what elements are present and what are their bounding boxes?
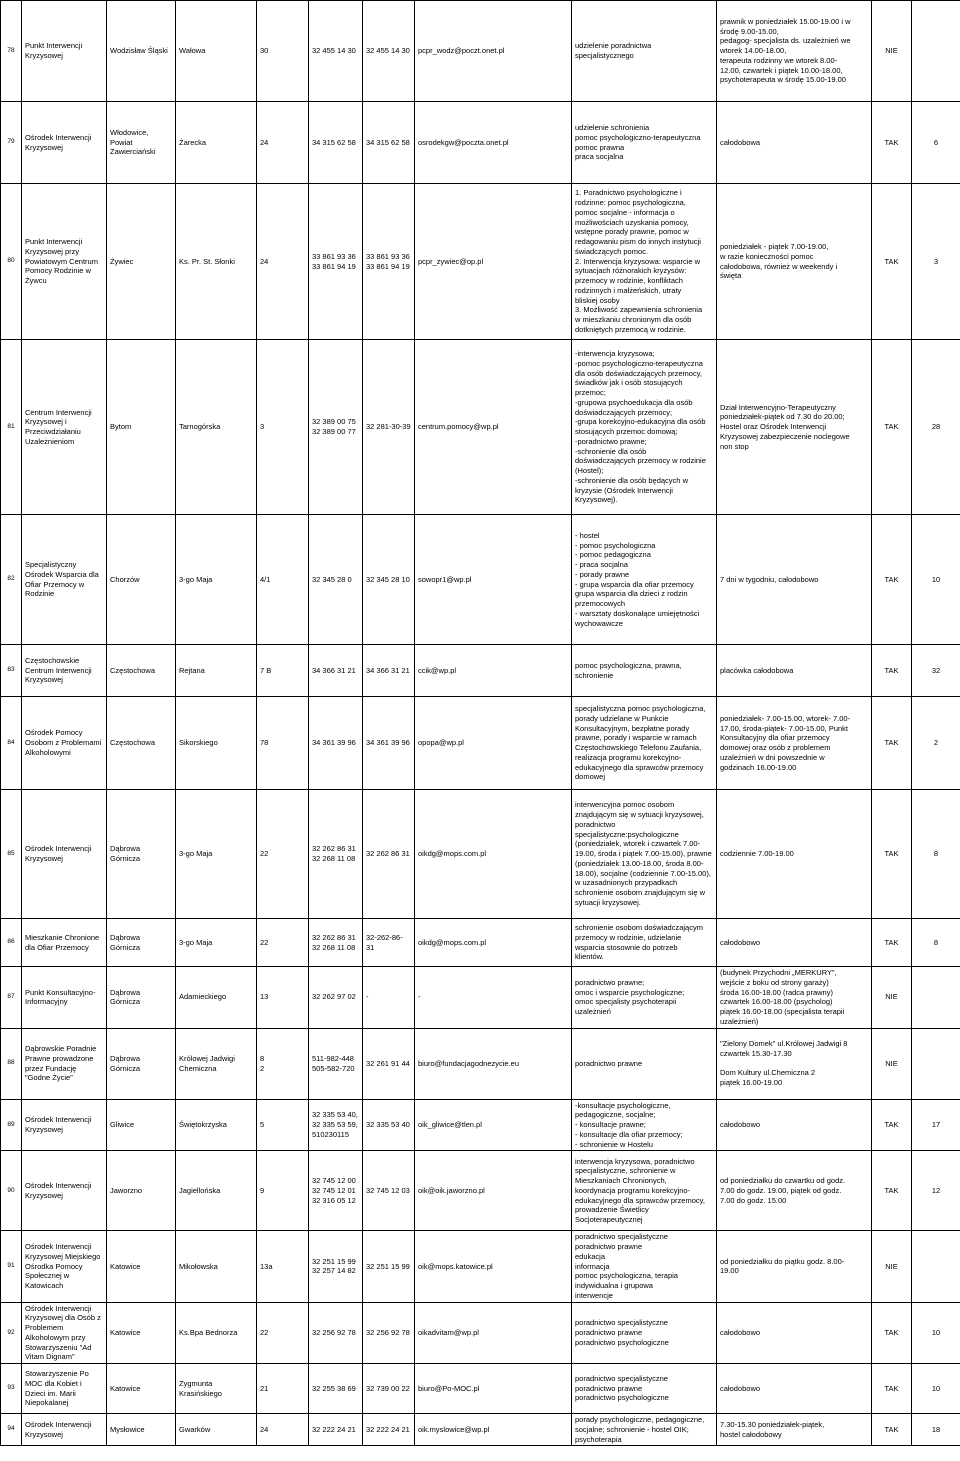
services: - hostel - pomoc psychologiczna - pomoc pedagogiczna - praca socjalna - porady prawne - grupa wsparcia dla ofiar przemocy grupa wsparcia dla dzieci z rodzin przemocowych - warsztaty doskonałące umiejętności wychowawcze bbox=[572, 515, 717, 645]
street-number: 22 bbox=[257, 790, 309, 919]
city: Częstochowa bbox=[107, 697, 176, 790]
facility-name: Punkt Konsultacyjno- Informacyjny bbox=[22, 967, 107, 1029]
street-number: 13a bbox=[257, 1231, 309, 1302]
opening-hours: całodobowo bbox=[717, 1099, 872, 1151]
opening-hours: "Zielony Domek" ul.Królowej Jadwigi 8 czwartek 15.30-17.30 Dom Kultury ul.Chemiczna 2 piątek 16.00-19.00 bbox=[717, 1028, 872, 1099]
fax: 32 262 86 31 bbox=[363, 790, 415, 919]
fax: 34 366 31 21 bbox=[363, 645, 415, 697]
table-row bbox=[1, 1231, 960, 1302]
facility-name: Ośrodek Interwencji Kryzysowej bbox=[22, 1151, 107, 1231]
services: -interwencja kryzysowa; -pomoc psychologiczno-terapeutyczna dla osób doświadczających przemocy, świadków jak i osób stosujących przemoc; -grupowa psychoedukacja dla osób doświadczających przemocy; -grupa korekcyjno-edukacyjna dla osób stosujących przemoc domową; -poradnictwo prawne; -schronienie dla osób doświadczających przemocy w rodzinie (Hostel); -schronienie dla osób będących w kryzysie (Ośrodek Interwencji Kryzysowej). bbox=[572, 340, 717, 515]
street: Świętokrzyska bbox=[176, 1099, 257, 1151]
places-count: 18 bbox=[912, 1414, 960, 1446]
accommodation-flag: TAK bbox=[872, 1364, 912, 1414]
city: Chorzów bbox=[107, 515, 176, 645]
services: poradnictwo specjalistyczne poradnictwo prawne poradnictwo psychologiczne bbox=[572, 1364, 717, 1414]
accommodation-flag: TAK bbox=[872, 340, 912, 515]
email: biuro@fundacjagodnezycie.eu bbox=[415, 1028, 572, 1099]
phone: 32 345 28 0 bbox=[309, 515, 363, 645]
row-number: 85 bbox=[1, 790, 22, 919]
accommodation-flag: NIE bbox=[872, 1028, 912, 1099]
places-count: 32 bbox=[912, 645, 960, 697]
table-row bbox=[1, 645, 960, 697]
city: Dąbrowa Górnicza bbox=[107, 1028, 176, 1099]
email: centrum.pomocy@wp.pl bbox=[415, 340, 572, 515]
street-number: 24 bbox=[257, 102, 309, 184]
facility-name: Punkt Interwencji Kryzysowej bbox=[22, 1, 107, 102]
table-row bbox=[1, 1099, 960, 1151]
email: ccik@wp.pl bbox=[415, 645, 572, 697]
fax: 34 315 62 58 bbox=[363, 102, 415, 184]
street-number: 8 2 bbox=[257, 1028, 309, 1099]
accommodation-flag: TAK bbox=[872, 645, 912, 697]
places-count: 3 bbox=[912, 184, 960, 340]
street: Królowej Jadwigi Chemiczna bbox=[176, 1028, 257, 1099]
opening-hours: prawnik w poniedziałek 15.00-19.00 i w środę 9.00-15.00, pedagog- specjalista ds. uzależnień we wtorek 14.00-18.00, terapeuta rodzinny we wtorek 8.00- 12.00, czwartek i piątek 10.00-18.00, psychoterapeuta w środę 15.00-19.00 bbox=[717, 1, 872, 102]
places-count: 10 bbox=[912, 1302, 960, 1364]
places-count bbox=[912, 1231, 960, 1302]
opening-hours: 7.30-15.30 poniedziałek-piątek, hostel całodobowy bbox=[717, 1414, 872, 1446]
fax: 32 335 53 40 bbox=[363, 1099, 415, 1151]
street: 3-go Maja bbox=[176, 790, 257, 919]
services: porady psychologiczne, pedagogiczne, socjalne; schronienie - hostel OIK; psychoterapia bbox=[572, 1414, 717, 1446]
email: oik_gliwice@tlen.pl bbox=[415, 1099, 572, 1151]
facility-name: Stowarzyszenie Po MOC dla Kobiet i Dzieci im. Marii Niepokalanej bbox=[22, 1364, 107, 1414]
fax: 32 251 15 99 bbox=[363, 1231, 415, 1302]
street-number: 24 bbox=[257, 1414, 309, 1446]
opening-hours: codziennie 7.00-19.00 bbox=[717, 790, 872, 919]
phone: 32 745 12 00 32 745 12 01 32 316 05 12 bbox=[309, 1151, 363, 1231]
services: poradnictwo prawne bbox=[572, 1028, 717, 1099]
facility-name: Ośrodek Interwencji Kryzysowej bbox=[22, 102, 107, 184]
email: - bbox=[415, 967, 572, 1029]
street-number: 5 bbox=[257, 1099, 309, 1151]
row-number: 78 bbox=[1, 1, 22, 102]
services: poradnictwo specjalistyczne poradnictwo prawne poradnictwo psychologiczne bbox=[572, 1302, 717, 1364]
row-number: 86 bbox=[1, 919, 22, 967]
street-number: 4/1 bbox=[257, 515, 309, 645]
phone: 32 389 00 75 32 389 00 77 bbox=[309, 340, 363, 515]
accommodation-flag: TAK bbox=[872, 1151, 912, 1231]
city: Włodowice, Powiat Zawierciański bbox=[107, 102, 176, 184]
street-number: 13 bbox=[257, 967, 309, 1029]
fax: 34 361 39 96 bbox=[363, 697, 415, 790]
fax: 32 455 14 30 bbox=[363, 1, 415, 102]
facility-name: Ośrodek Interwencji Kryzysowej bbox=[22, 1414, 107, 1446]
table-body bbox=[1, 1, 960, 1446]
street: Ks. Pr. St. Słonki bbox=[176, 184, 257, 340]
opening-hours: od poniedziałku do piątku godz. 8.00- 19.00 bbox=[717, 1231, 872, 1302]
street: Jagiellońska bbox=[176, 1151, 257, 1231]
email: oikadvitam@wp.pl bbox=[415, 1302, 572, 1364]
fax: 32 745 12 03 bbox=[363, 1151, 415, 1231]
accommodation-flag: TAK bbox=[872, 790, 912, 919]
opening-hours: placówka całodobowa bbox=[717, 645, 872, 697]
accommodation-flag: TAK bbox=[872, 919, 912, 967]
street: Gwarków bbox=[176, 1414, 257, 1446]
facility-name: Częstochowskie Centrum Interwencji Kryzysowej bbox=[22, 645, 107, 697]
services: specjalistyczna pomoc psychologiczna, porady udzielane w Punkcie Konsultacyjnym, bezpłatne porady prawne, porady i wsparcie w ramach Częstochowskiego Telefonu Zaufania, realizacja programu korekcyjno- edukacyjnego dla sprawców przemocy domowej bbox=[572, 697, 717, 790]
fax: 32-262-86-31 bbox=[363, 919, 415, 967]
table-row bbox=[1, 515, 960, 645]
street: Zygmunta Krasińskiego bbox=[176, 1364, 257, 1414]
street-number: 21 bbox=[257, 1364, 309, 1414]
row-number: 83 bbox=[1, 645, 22, 697]
facility-name: Punkt Interwencji Kryzysowej przy Powiatowym Centrum Pomocy Rodzinie w Żywcu bbox=[22, 184, 107, 340]
facility-name: Ośrodek Pomocy Osobom z Problemami Alkoholowymi bbox=[22, 697, 107, 790]
table-row bbox=[1, 697, 960, 790]
services: interwencja kryzysowa, poradnictwo specjalistyczne, schronienie w Mieszkaniach Chronionych, koordynacja programu korekcyjno- edukacyjnego dla sprawców przemocy, prowadzenie Świetlicy Socjoterapeutycznej bbox=[572, 1151, 717, 1231]
email: biuro@Po-MOC.pl bbox=[415, 1364, 572, 1414]
email: oik@mops.katowice.pl bbox=[415, 1231, 572, 1302]
phone: 32 251 15 99 32 257 14 82 bbox=[309, 1231, 363, 1302]
street-number: 22 bbox=[257, 1302, 309, 1364]
city: Gliwice bbox=[107, 1099, 176, 1151]
city: Dąbrowa Górnicza bbox=[107, 967, 176, 1029]
accommodation-flag: NIE bbox=[872, 1, 912, 102]
fax: 32 345 28 10 bbox=[363, 515, 415, 645]
services: poradnictwo specjalistyczne poradnictwo prawne edukacja informacja pomoc psychologiczna, terapia indywidualna i grupowa interwencje bbox=[572, 1231, 717, 1302]
street: Adamieckiego bbox=[176, 967, 257, 1029]
street-number: 7 B bbox=[257, 645, 309, 697]
row-number: 90 bbox=[1, 1151, 22, 1231]
phone: 32 222 24 21 bbox=[309, 1414, 363, 1446]
fax: 32 261 91 44 bbox=[363, 1028, 415, 1099]
table-row bbox=[1, 1414, 960, 1446]
table-row bbox=[1, 1302, 960, 1364]
city: Mysłowice bbox=[107, 1414, 176, 1446]
phone: 34 361 39 96 bbox=[309, 697, 363, 790]
accommodation-flag: TAK bbox=[872, 515, 912, 645]
city: Dąbrowa Górnicza bbox=[107, 919, 176, 967]
services: udzielenie schronienia pomoc psychologiczno-terapeutyczna pomoc prawna praca socjalna bbox=[572, 102, 717, 184]
street-number: 22 bbox=[257, 919, 309, 967]
phone: 32 335 53 40, 32 335 53 59, 510230115 bbox=[309, 1099, 363, 1151]
city: Jaworzno bbox=[107, 1151, 176, 1231]
fax: 33 861 93 36 33 861 94 19 bbox=[363, 184, 415, 340]
row-number: 92 bbox=[1, 1302, 22, 1364]
phone: 32 262 86 31 32 268 11 08 bbox=[309, 790, 363, 919]
street-number: 9 bbox=[257, 1151, 309, 1231]
places-count: 10 bbox=[912, 515, 960, 645]
street: Żarecka bbox=[176, 102, 257, 184]
row-number: 93 bbox=[1, 1364, 22, 1414]
places-count: 2 bbox=[912, 697, 960, 790]
services: pomoc psychologiczna, prawna, schronienie bbox=[572, 645, 717, 697]
street-number: 78 bbox=[257, 697, 309, 790]
phone: 32 262 86 31 32 268 11 08 bbox=[309, 919, 363, 967]
accommodation-flag: TAK bbox=[872, 1302, 912, 1364]
opening-hours: Dział Interwencyjno-Terapeutyczny poniedziałek-piątek od 7.30 do 20.00; Hostel oraz Ośrodek Interwencji Kryzysowej zabezpieczenie noclegowe non stop bbox=[717, 340, 872, 515]
accommodation-flag: TAK bbox=[872, 697, 912, 790]
city: Katowice bbox=[107, 1231, 176, 1302]
accommodation-flag: TAK bbox=[872, 184, 912, 340]
email: opopa@wp.pl bbox=[415, 697, 572, 790]
email: oik.myslowice@wp.pl bbox=[415, 1414, 572, 1446]
street-number: 30 bbox=[257, 1, 309, 102]
email: oik@oik.jaworzno.pl bbox=[415, 1151, 572, 1231]
accommodation-flag: TAK bbox=[872, 102, 912, 184]
accommodation-flag: NIE bbox=[872, 967, 912, 1029]
city: Katowice bbox=[107, 1302, 176, 1364]
places-count: 10 bbox=[912, 1364, 960, 1414]
opening-hours: poniedziałek- 7.00-15.00, wtorek- 7.00- 17.00, środa-piątek- 7.00-15.00, Punkt Konsultacyjny dla ofiar przemocy domowej oraz osób z problemem uzależnień w dni powszednie w godzinach 16.00-19.00 bbox=[717, 697, 872, 790]
places-count bbox=[912, 1028, 960, 1099]
table-row bbox=[1, 1364, 960, 1414]
table-row bbox=[1, 1028, 960, 1099]
row-number: 94 bbox=[1, 1414, 22, 1446]
table-row bbox=[1, 184, 960, 340]
table-row bbox=[1, 340, 960, 515]
facility-name: Ośrodek Interwencji Kryzysowej bbox=[22, 1099, 107, 1151]
row-number: 81 bbox=[1, 340, 22, 515]
fax: 32 222 24 21 bbox=[363, 1414, 415, 1446]
fax: - bbox=[363, 967, 415, 1029]
opening-hours: od poniedziałku do czwartku od godz. 7.00 do godz. 19.00, piątek od godz. 7.00 do godz. 15.00 bbox=[717, 1151, 872, 1231]
city: Bytom bbox=[107, 340, 176, 515]
fax: 32 281-30-39 bbox=[363, 340, 415, 515]
row-number: 82 bbox=[1, 515, 22, 645]
table-row bbox=[1, 1, 960, 102]
facility-name: Centrum Interwencji Kryzysowej i Przeciwdziałaniu Uzależnieniom bbox=[22, 340, 107, 515]
email: osrodekgw@poczta.onet.pl bbox=[415, 102, 572, 184]
phone: 32 455 14 30 bbox=[309, 1, 363, 102]
fax: 32 739 00 22 bbox=[363, 1364, 415, 1414]
opening-hours: (budynek Przychodni „MERKURY”, wejście z boku od strony garaży) środa 16.00-18.00 (radca prawny) czwartek 16.00-18.00 (psycholog) piątek 16.00-18.00 (specjalista terapii uzależnień) bbox=[717, 967, 872, 1029]
places-count: 28 bbox=[912, 340, 960, 515]
city: Dąbrowa Górnicza bbox=[107, 790, 176, 919]
places-count: 8 bbox=[912, 790, 960, 919]
services: 1. Poradnictwo psychologiczne i rodzinne: pomoc psychologiczna, pomoc socjalne - informacja o możliwościach uzyskania pomocy, wstępne porady prawne, pomoc w redagowaniu pism do innych instytucji świadczących pomoc. 2. Interwencja kryzysowa: wsparcie w sytuacjach różnorakich kryzysów: przemocy w rodzinie, konfliktach rodzinnych i małżeńskich, utraty bliskiej osoby 3. Możliwość zapewnienia schronienia w mieszkaniu chronionym dla osób dotkniętych przemocą w rodzinie. bbox=[572, 184, 717, 340]
street: Ks.Bpa Bednorza bbox=[176, 1302, 257, 1364]
opening-hours: całodobowo bbox=[717, 1364, 872, 1414]
places-count bbox=[912, 1, 960, 102]
city: Wodzisław Śląski bbox=[107, 1, 176, 102]
services: interwencyjna pomoc osobom znajdującym się w sytuacji kryzysowej, poradnictwo specjalistyczne:psychologiczne (poniedziałek, wtorek i czwartek 7.00- 19.00, środa i piątek 7.00-15.00), prawne (poniedziałek 13.00-18.00, środa 8.00- 18.00), socjalne (codziennie 7.00-15.00), w uzasadnionych przypadkach schronienie osobom znajdującym się w sytuacji kryzysowej. bbox=[572, 790, 717, 919]
email: oikdg@mops.com.pl bbox=[415, 919, 572, 967]
opening-hours: całodobowo bbox=[717, 1302, 872, 1364]
facility-name: Ośrodek Interwencji Kryzysowej bbox=[22, 790, 107, 919]
accommodation-flag: TAK bbox=[872, 1414, 912, 1446]
city: Częstochowa bbox=[107, 645, 176, 697]
phone: 32 255 38 69 bbox=[309, 1364, 363, 1414]
services: udzielenie poradnictwa specjalistycznego bbox=[572, 1, 717, 102]
row-number: 89 bbox=[1, 1099, 22, 1151]
city: Katowice bbox=[107, 1364, 176, 1414]
accommodation-flag: NIE bbox=[872, 1231, 912, 1302]
table-row bbox=[1, 919, 960, 967]
row-number: 87 bbox=[1, 967, 22, 1029]
opening-hours: całodobowa bbox=[717, 102, 872, 184]
email: pcpr_zywiec@op.pl bbox=[415, 184, 572, 340]
phone: 32 262 97 02 bbox=[309, 967, 363, 1029]
street: Wałowa bbox=[176, 1, 257, 102]
row-number: 84 bbox=[1, 697, 22, 790]
street: 3-go Maja bbox=[176, 919, 257, 967]
opening-hours: 7 dni w tygodniu, całodobowo bbox=[717, 515, 872, 645]
street-number: 24 bbox=[257, 184, 309, 340]
facility-name: Mieszkanie Chronione dla Ofiar Przemocy bbox=[22, 919, 107, 967]
table-row bbox=[1, 967, 960, 1029]
phone: 511-982-448 505-582-720 bbox=[309, 1028, 363, 1099]
places-count: 17 bbox=[912, 1099, 960, 1151]
places-count: 6 bbox=[912, 102, 960, 184]
facility-name: Dąbrowskie Poradnie Prawne prowadzone przez Fundację "Godne Życie" bbox=[22, 1028, 107, 1099]
services: schronienie osobom doświadczającym przemocy w rodzinie, udzielanie wsparcia stosownie do potrzeb klientów. bbox=[572, 919, 717, 967]
accommodation-flag: TAK bbox=[872, 1099, 912, 1151]
facility-name: Ośrodek Interwencji Kryzysowej dla Osób z Problemem Alkoholowym przy Stowarzyszeniu "Ad Vitam Dignam" bbox=[22, 1302, 107, 1364]
city: Żywiec bbox=[107, 184, 176, 340]
street-number: 3 bbox=[257, 340, 309, 515]
facility-name: Ośrodek Interwencji Kryzysowej Miejskiego Ośrodka Pomocy Społecznej w Katowicach bbox=[22, 1231, 107, 1302]
table-row bbox=[1, 102, 960, 184]
phone: 32 256 92 78 bbox=[309, 1302, 363, 1364]
email: sowopr1@wp.pl bbox=[415, 515, 572, 645]
places-count: 8 bbox=[912, 919, 960, 967]
opening-hours: całodobowo bbox=[717, 919, 872, 967]
places-count: 12 bbox=[912, 1151, 960, 1231]
table-row bbox=[1, 790, 960, 919]
street: 3-go Maja bbox=[176, 515, 257, 645]
street: Mikołowska bbox=[176, 1231, 257, 1302]
row-number: 88 bbox=[1, 1028, 22, 1099]
street: Tarnogórska bbox=[176, 340, 257, 515]
phone: 34 315 62 58 bbox=[309, 102, 363, 184]
street: Sikorskiego bbox=[176, 697, 257, 790]
opening-hours: poniedziałek - piątek 7.00-19.00, w razie konieczności pomoc całodobowa, również w weekendy i święta bbox=[717, 184, 872, 340]
email: pcpr_wodz@poczt.onet.pl bbox=[415, 1, 572, 102]
email: oikdg@mops.com.pl bbox=[415, 790, 572, 919]
facility-name: Specjalistyczny Ośrodek Wsparcia dla Ofiar Przemocy w Rodzinie bbox=[22, 515, 107, 645]
row-number: 79 bbox=[1, 102, 22, 184]
row-number: 80 bbox=[1, 184, 22, 340]
row-number: 91 bbox=[1, 1231, 22, 1302]
phone: 33 861 93 36 33 861 94 19 bbox=[309, 184, 363, 340]
phone: 34 366 31 21 bbox=[309, 645, 363, 697]
services: -konsultacje psychologiczne, pedagogiczne, socjalne; - konsultacje prawne; - konsultacje dla ofiar przemocy; - schronienie w Hostelu bbox=[572, 1099, 717, 1151]
table-row bbox=[1, 1151, 960, 1231]
street: Rejtana bbox=[176, 645, 257, 697]
fax: 32 256 92 78 bbox=[363, 1302, 415, 1364]
services: poradnictwo prawne; omoc i wsparcie psychologiczne; omoc specjalisty psychoterapii uzależnień bbox=[572, 967, 717, 1029]
places-count bbox=[912, 967, 960, 1029]
